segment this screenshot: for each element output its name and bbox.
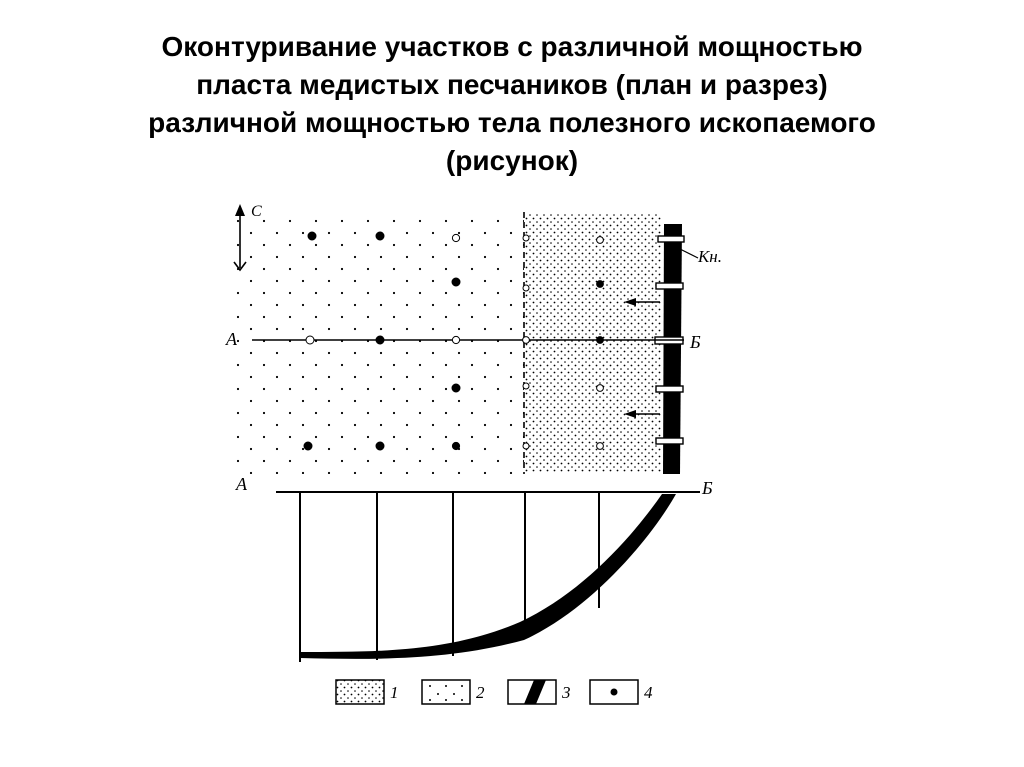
legend-number-3: 3: [562, 683, 571, 702]
borehole: [597, 237, 604, 244]
borehole: [597, 443, 604, 450]
borehole: [597, 385, 604, 392]
plan-view: [225, 203, 722, 474]
borehole: [597, 281, 604, 288]
north-label: С: [251, 203, 262, 220]
borehole: [452, 234, 459, 241]
borehole: [523, 285, 529, 291]
legend-item-2: [422, 680, 485, 704]
outcrop-label: Кн.: [698, 247, 722, 266]
borehole: [523, 337, 530, 344]
title-line-3: различной мощностью тела полезного ископаемого: [148, 107, 876, 138]
title-line-1: Оконтуривание участков с различной мощностью: [161, 31, 863, 62]
borehole: [376, 336, 384, 344]
borehole: [376, 232, 384, 240]
legend-item-1: [336, 680, 399, 704]
borehole: [304, 442, 312, 450]
title-line-4: (рисунок): [445, 145, 579, 176]
ore-body-section: [300, 494, 676, 659]
title-line-2: пласта медистых песчаников (план и разрез): [196, 69, 828, 100]
section-boreholes: [300, 492, 599, 662]
borehole: [597, 337, 604, 344]
plan-label-b: Б: [690, 332, 701, 352]
legend-number-1: 1: [390, 683, 399, 702]
section-label-b: Б: [702, 478, 713, 498]
borehole: [523, 443, 529, 449]
borehole: [306, 336, 314, 344]
cross-section: [235, 474, 713, 662]
legend-number-4: 4: [644, 683, 653, 702]
borehole: [452, 442, 459, 449]
borehole: [452, 384, 460, 392]
plan-label-a: А: [226, 329, 237, 349]
ore-outcrop-band: [663, 224, 682, 474]
legend-item-4: [590, 680, 653, 704]
borehole: [452, 336, 459, 343]
section-label-a: А: [236, 474, 247, 494]
borehole: [452, 278, 460, 286]
legend-item-3: [508, 680, 571, 704]
borehole: [523, 235, 529, 241]
borehole: [308, 232, 316, 240]
legend-number-2: 2: [476, 683, 485, 702]
plan-dense-zone: [524, 214, 662, 472]
borehole: [376, 442, 384, 450]
legend: [336, 680, 653, 704]
borehole: [523, 383, 529, 389]
